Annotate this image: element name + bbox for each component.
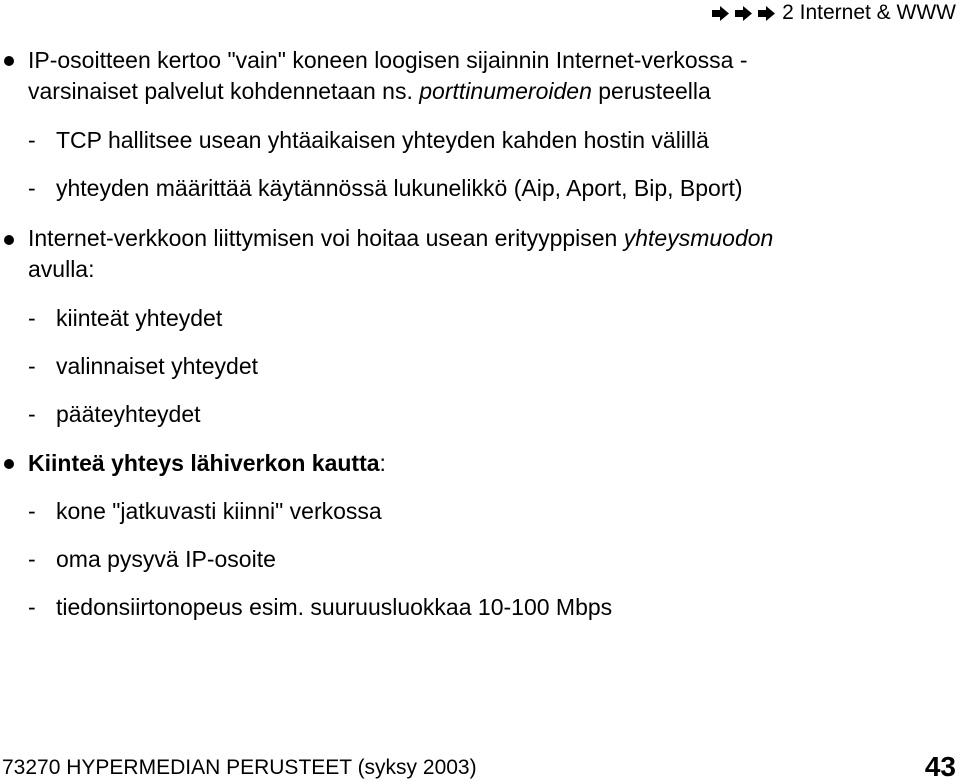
bullet-text: Kiinteä yhteys lähiverkon kautta: xyxy=(28,450,386,476)
sub-item: - kiinteät yhteydet xyxy=(28,305,223,331)
bullet-text: varsinaiset palvelut kohdennetaan ns. porttinumeroiden perusteella xyxy=(28,78,711,104)
bold-heading: Kiinteä yhteys lähiverkon kautta xyxy=(28,450,380,476)
right-arrow-icon xyxy=(734,5,753,22)
sub-item: - TCP hallitsee usean yhtäaikaisen yhteyden kahden hostin välillä xyxy=(28,127,709,153)
sub-item: - yhteyden määrittää käytännössä lukunelikkö (Aip, Aport, Bip, Bport) xyxy=(28,175,743,201)
bullet-text: IP-osoitteen kertoo "vain" koneen loogisen sijainnin Internet-verkossa - xyxy=(28,47,748,73)
bullet-dot-icon xyxy=(4,235,14,245)
italic-term: porttinumeroiden xyxy=(419,78,592,104)
sub-item: - kone "jatkuvasti kiinni" verkossa xyxy=(28,498,382,524)
bullet-text: Internet-verkkoon liittymisen voi hoitaa usean erityyppisen yhteysmuodon xyxy=(28,225,774,251)
arrow-group xyxy=(711,5,776,22)
slide-header xyxy=(711,0,956,26)
sub-item: - tiedonsiirtonopeus esim. suuruusluokkaa 10-100 Mbps xyxy=(28,594,613,620)
bullet-text: avulla: xyxy=(28,256,95,282)
page-number: 43 xyxy=(924,751,956,782)
sub-item: - valinnaiset yhteydet xyxy=(28,353,259,379)
italic-term: yhteysmuodon xyxy=(623,225,774,251)
bullet-dot-icon xyxy=(4,459,14,469)
sub-item: - oma pysyvä IP-osoite xyxy=(28,546,276,572)
right-arrow-icon xyxy=(757,5,776,22)
bullet-dot-icon xyxy=(4,56,14,66)
sub-item: - pääteyhteydet xyxy=(28,401,201,427)
right-arrow-icon xyxy=(711,5,730,22)
section-title: 2 Internet & WWW xyxy=(782,1,956,24)
course-footer: 73270 HYPERMEDIAN PERUSTEET (syksy 2003) xyxy=(2,756,477,779)
